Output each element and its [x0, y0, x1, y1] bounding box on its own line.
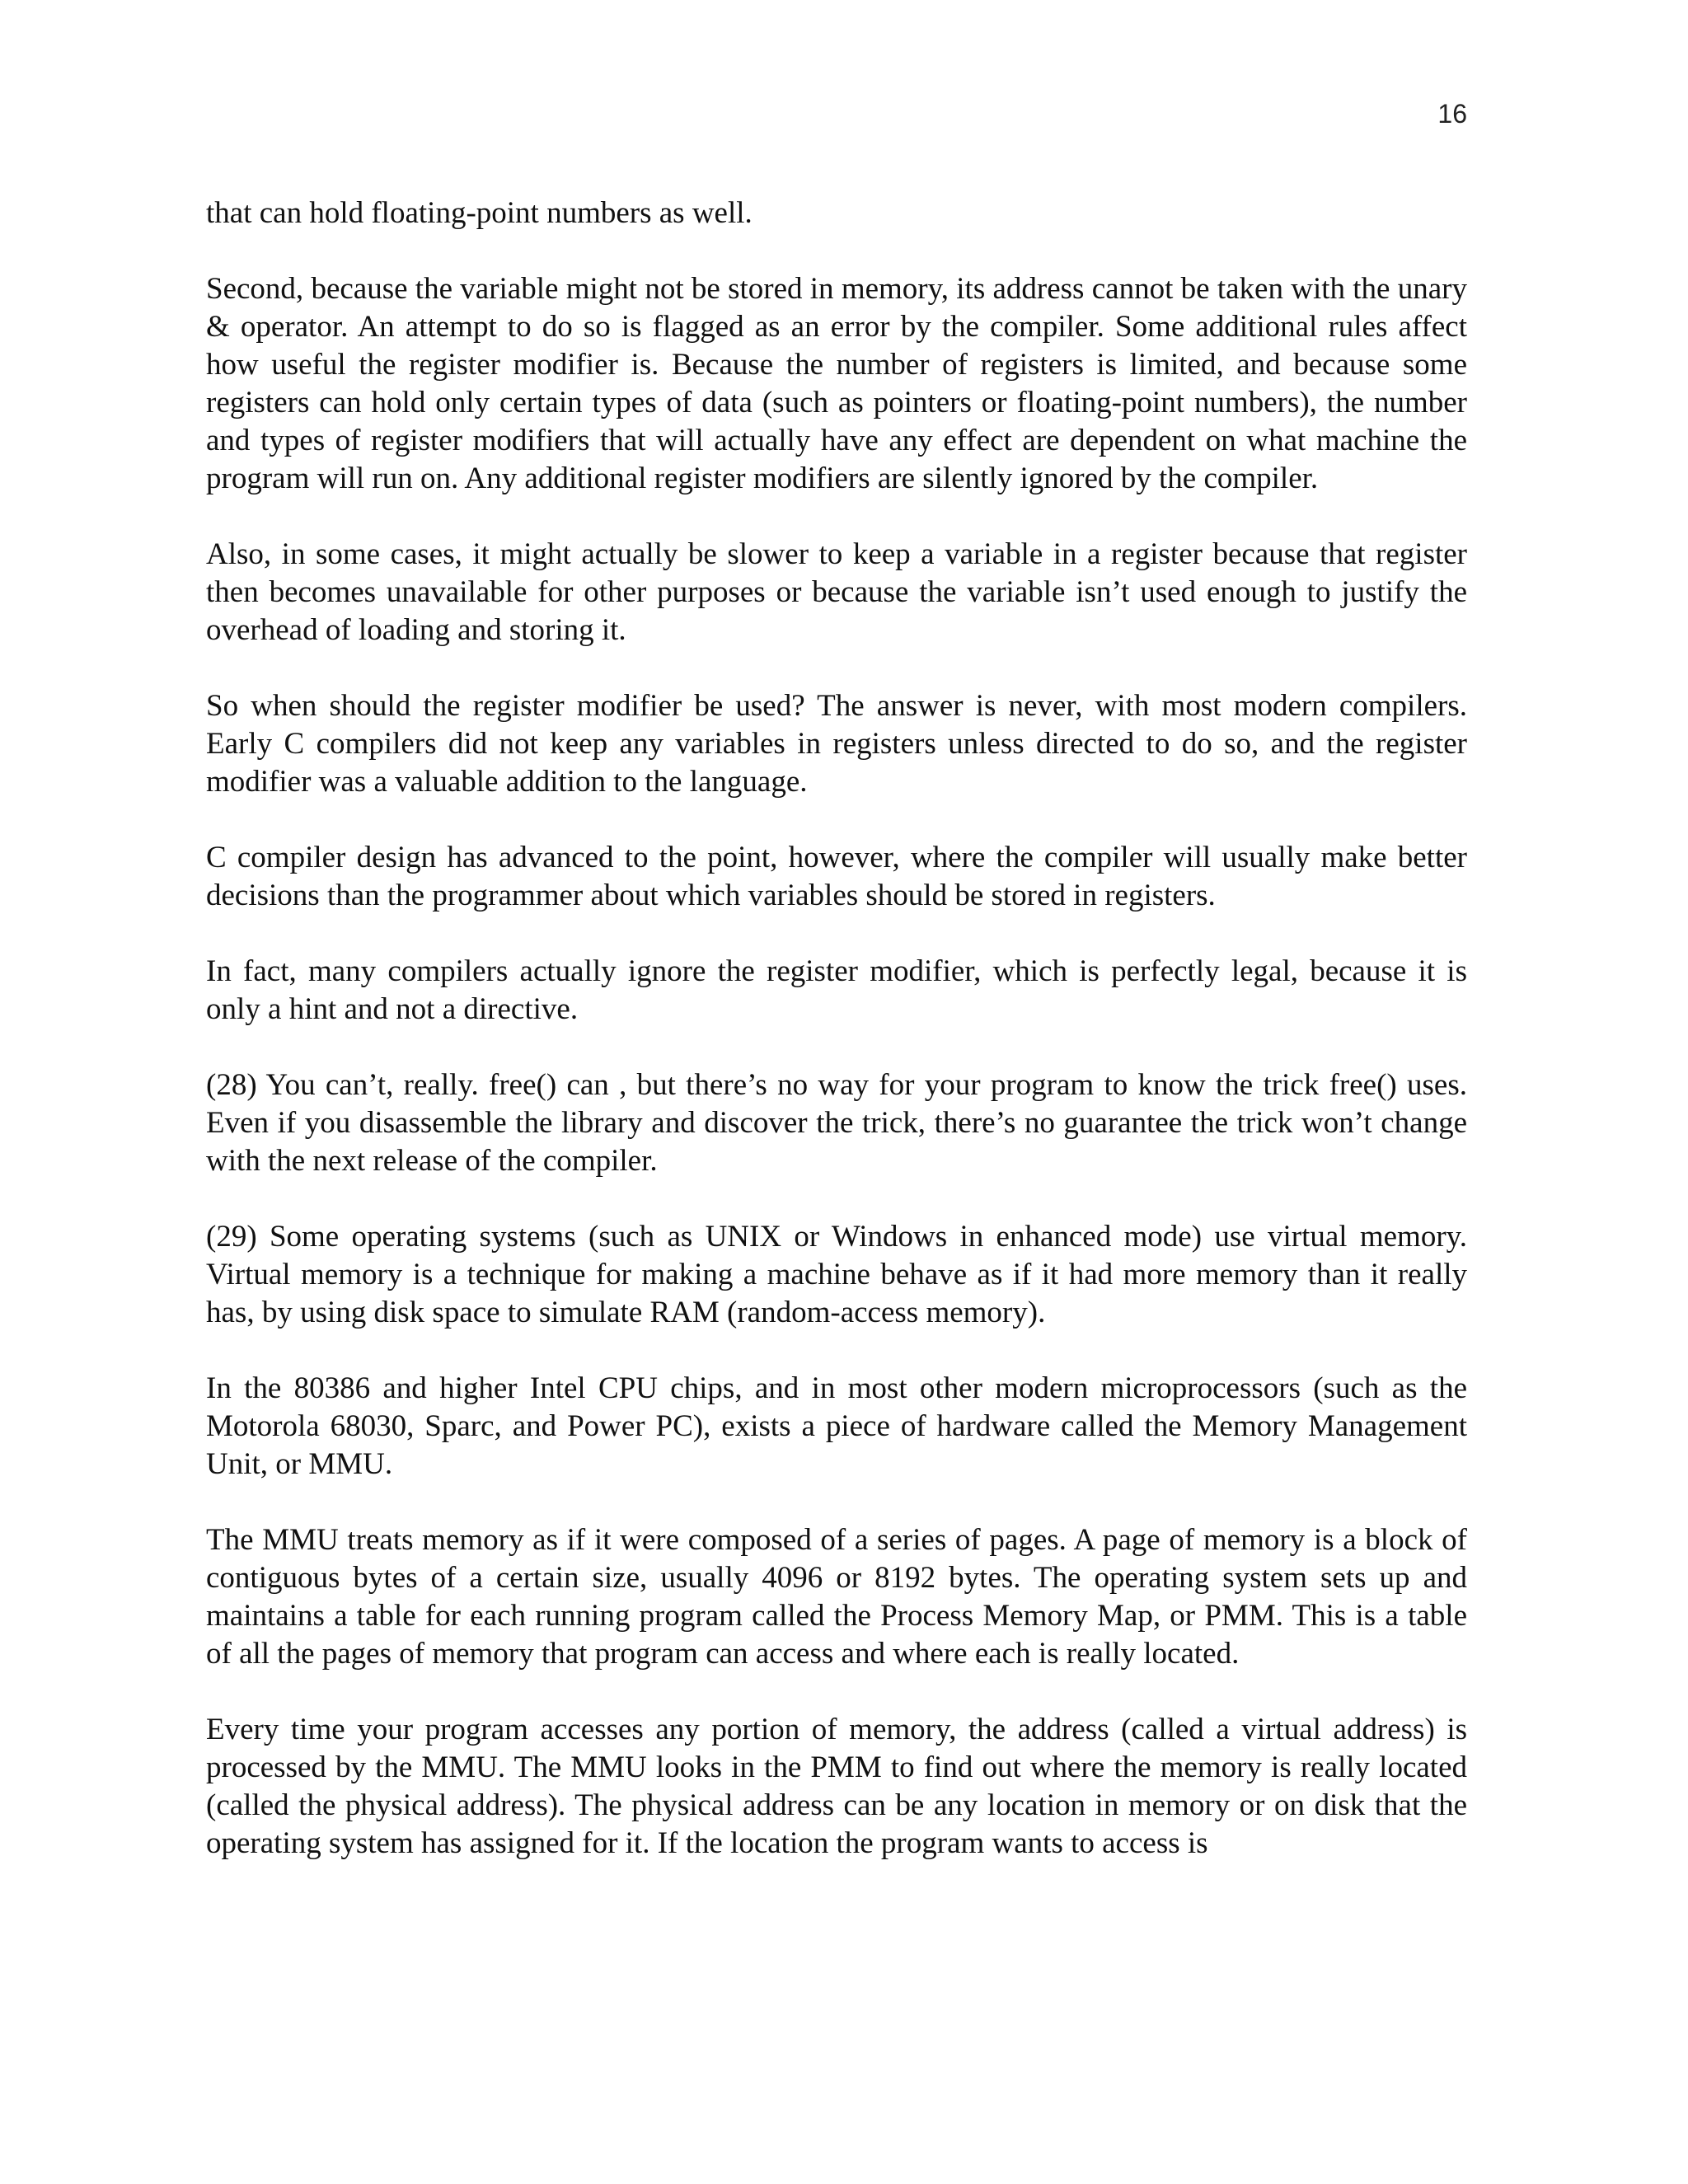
- paragraph-mmu-pages: The MMU treats memory as if it were composed of a series of pages. A page of memory is a block of contiguous bytes of a certain size, usually 4096 or 8192 bytes. The operating system sets up and maintains a table for each running program called the Process Memory Map, or PMM. This is a table of all the pages of memory that program can access and where each is really located.: [206, 1523, 1467, 1671]
- paragraph-answer-29: (29) Some operating systems (such as UNIX or Windows in enhanced mode) use virtual memory. Virtual memory is a technique for making a machine behave as if it had more memory than it really has, by using disk space to simulate RAM (random-access memory).: [206, 1220, 1467, 1329]
- document-body: [206, 194, 1467, 1900]
- paragraph-register-when: So when should the register modifier be used? The answer is never, with most modern compilers. Early C compilers did not keep any variables in registers unless directed to do so, and the register modifier was a valuable addition to the language.: [206, 689, 1467, 799]
- paragraph-virtual-address: Every time your program accesses any portion of memory, the address (called a virtual address) is processed by the MMU. The MMU looks in the PMM to find out where the memory is really located (called the physical address). The physical address can be any location in memory or on disk that the operating system has assigned for it. If the location the program wants to access is: [206, 1713, 1467, 1860]
- paragraph-answer-28: (28) You can’t, really. free() can , but there’s no way for your program to know the trick free() uses. Even if you disassemble the library and discover the trick, there’s no guarantee the trick won’t change with the next release of the compiler.: [206, 1068, 1467, 1178]
- paragraph-compilers-ignore: In fact, many compilers actually ignore the register modifier, which is perfectly legal, because it is only a hint and not a directive.: [206, 954, 1467, 1026]
- page-number: 16: [1437, 99, 1467, 129]
- paragraph-mmu-intro: In the 80386 and higher Intel CPU chips, and in most other modern microprocessors (such as the Motorola 68030, Sparc, and Power PC), exists a piece of hardware called the Memory Management Unit, or MMU.: [206, 1371, 1467, 1481]
- paragraph-register-address: Second, because the variable might not be stored in memory, its address cannot be taken with the unary & operator. An attempt to do so is flagged as an error by the compiler. Some additional rules affect how useful the register modifier is. Because the number of registers is limited, and because some registers can hold only certain types of data (such as pointers or floating-point numbers), the number and types of register modifiers that will actually have any effect are dependent on what machine the program will run on. Any additional register modifiers are silently ignored by the compiler.: [206, 272, 1467, 495]
- paragraph-float-continuation: that can hold floating-point numbers as well.: [206, 196, 753, 230]
- paragraph-compiler-design: C compiler design has advanced to the point, however, where the compiler will usually make better decisions than the programmer about which variables should be stored in registers.: [206, 841, 1467, 912]
- paragraph-register-slower: Also, in some cases, it might actually be slower to keep a variable in a register because that register then becomes unavailable for other purposes or because the variable isn’t used enough to justify the overhead of loading and storing it.: [206, 537, 1467, 647]
